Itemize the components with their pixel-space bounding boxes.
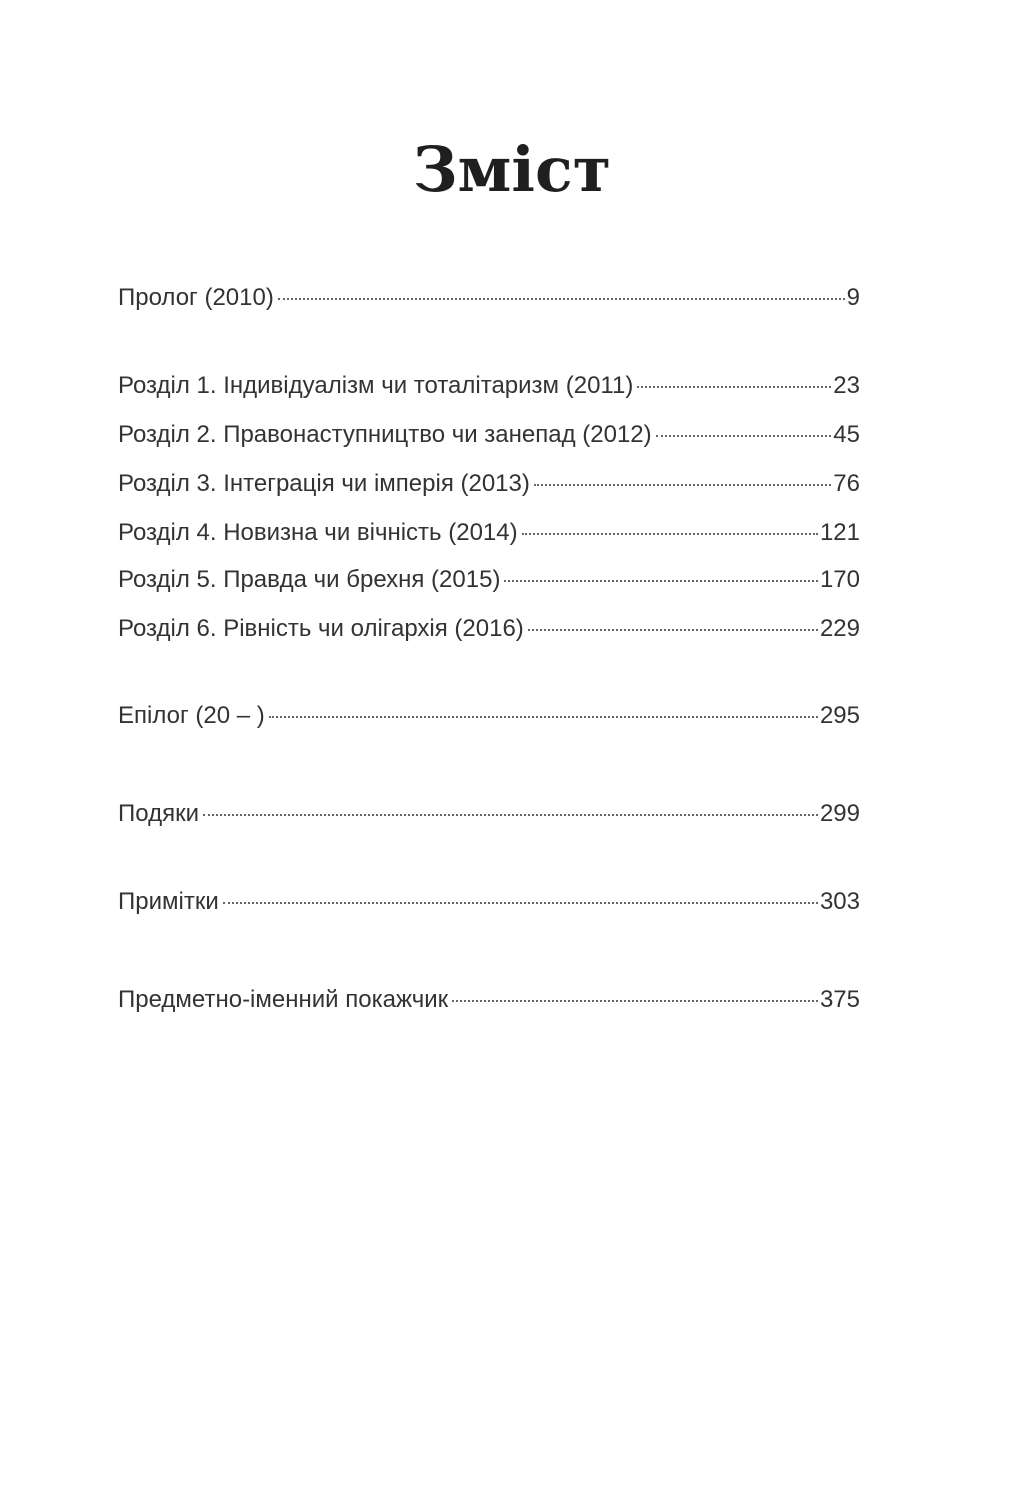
toc-entry-index[interactable]	[118, 983, 860, 1017]
toc-entry-prologue[interactable]	[118, 281, 860, 315]
toc-entry-page: 45	[833, 421, 860, 448]
toc-entry-page: 23	[833, 372, 860, 399]
toc-entry-chapter-3[interactable]	[118, 467, 860, 501]
toc-entry-label: Розділ 3. Інтеграція чи імперія (2013)	[118, 470, 530, 497]
toc-entry-label: Розділ 2. Правонаступництво чи занепад (2012)	[118, 421, 652, 448]
toc-entry-notes[interactable]	[118, 885, 860, 919]
dot-leader	[452, 1000, 818, 1002]
toc-entry-epilogue[interactable]	[118, 699, 860, 733]
toc-entry-label: Розділ 4. Новизна чи вічність (2014)	[118, 519, 518, 546]
dot-leader	[656, 435, 832, 437]
toc-entry-page: 9	[846, 284, 860, 311]
toc-entry-label: Розділ 6. Рівність чи олігархія (2016)	[118, 615, 524, 642]
toc-entry-chapter-1[interactable]	[118, 369, 860, 403]
toc-entry-page: 299	[819, 800, 860, 827]
toc-entry-page: 76	[833, 470, 860, 497]
toc-entry-chapter-5[interactable]	[118, 563, 860, 597]
toc-entry-page: 303	[819, 888, 860, 915]
toc-entry-acknowledgments[interactable]	[118, 797, 860, 831]
toc-entry-page: 375	[819, 986, 860, 1013]
toc-entry-chapter-6[interactable]	[118, 612, 860, 646]
toc-entry-page: 121	[819, 519, 860, 546]
toc-entry-page: 229	[819, 615, 860, 642]
toc-entry-label: Розділ 5. Правда чи брехня (2015)	[118, 566, 501, 593]
table-of-contents	[118, 0, 860, 1496]
dot-leader	[269, 716, 818, 718]
dot-leader	[637, 386, 831, 388]
toc-entry-page: 170	[819, 566, 860, 593]
dot-leader	[223, 902, 818, 904]
dot-leader	[522, 533, 818, 535]
toc-entry-label: Подяки	[118, 800, 199, 827]
dot-leader	[528, 629, 818, 631]
toc-entry-page: 295	[819, 702, 860, 729]
dot-leader	[278, 298, 845, 300]
dot-leader	[203, 814, 818, 816]
toc-entry-chapter-4[interactable]	[118, 516, 860, 550]
toc-entry-chapter-2[interactable]	[118, 418, 860, 452]
page-title: Зміст	[412, 133, 612, 206]
toc-entry-label: Пролог (2010)	[118, 284, 274, 311]
toc-entry-label: Розділ 1. Індивідуалізм чи тоталітаризм (2011)	[118, 372, 634, 399]
dot-leader	[534, 484, 831, 486]
toc-entry-label: Примітки	[118, 888, 219, 915]
toc-entry-label: Епілог (20 – )	[118, 702, 265, 729]
toc-entry-label: Предметно-іменний покажчик	[118, 986, 449, 1013]
dot-leader	[504, 580, 818, 582]
